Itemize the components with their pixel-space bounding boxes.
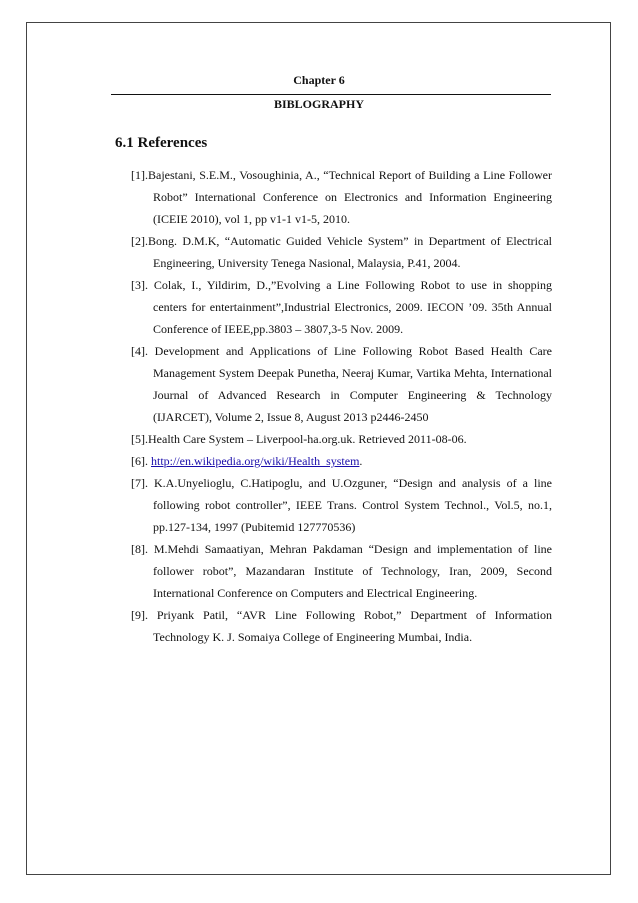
reference-number: [5]. bbox=[131, 432, 148, 446]
reference-number: [2]. bbox=[131, 234, 148, 248]
reference-item bbox=[131, 472, 552, 538]
reference-number: [4]. bbox=[131, 344, 155, 358]
reference-link-suffix: . bbox=[359, 454, 363, 468]
reference-number: [7]. bbox=[131, 476, 155, 490]
reference-number: [3]. bbox=[131, 278, 154, 292]
reference-item bbox=[131, 538, 552, 604]
reference-item bbox=[131, 230, 552, 274]
reference-text: Development and Applications of Line Following Robot Based Health Care Management System Deepak Punetha, Neeraj Kumar, Vartika Mehta, International Journal of Advanced Research in Computer Engineering & Technology (IJARCET), Volume 2, Issue 8, August 2013 p2446-2450 bbox=[153, 344, 552, 424]
reference-text: Bajestani, S.E.M., Vosoughinia, A., “Technical Report of Building a Line Follower Robot” International Conference on Electronics and Information Engineering (ICEIE 2010), vol 1, pp v1-1 v1-5, 2010. bbox=[148, 168, 552, 226]
reference-number: [9]. bbox=[131, 608, 157, 622]
page-title: BIBLOGRAPHY bbox=[273, 97, 364, 111]
reference-item bbox=[131, 164, 552, 230]
reference-item bbox=[131, 274, 552, 340]
reference-number: [8]. bbox=[131, 542, 154, 556]
section-heading: 6.1 References bbox=[115, 135, 208, 151]
reference-text: Health Care System – Liverpool-ha.org.uk. Retrieved 2011-08-06. bbox=[148, 432, 467, 446]
chapter-label: Chapter 6 bbox=[293, 73, 345, 87]
reference-text: Colak, I., Yildirim, D.,”Evolving a Line Following Robot to use in shopping centers for entertainment”,Industrial Electronics, 2009. IECON ’09. 35th Annual Conference of IEEE,pp.3803 – 3807,3-5 Nov. 2009. bbox=[153, 278, 552, 336]
reference-item bbox=[131, 604, 552, 648]
reference-text: Bong. D.M.K, “Automatic Guided Vehicle System” in Department of Electrical Engineering, University Tenega Nasional, Malaysia, P.41, 2004. bbox=[148, 234, 552, 270]
reference-text: M.Mehdi Samaatiyan, Mehran Pakdaman “Design and implementation of line follower robot”, Mazandaran Institute of Technology, Iran, 2009, Second International Conference on Computers and Electrical Engineering. bbox=[153, 542, 552, 600]
reference-item bbox=[131, 450, 552, 472]
reference-text: K.A.Unyelioglu, C.Hatipoglu, and U.Ozguner, “Design and analysis of a line following robot controller”, IEEE Trans. Control System Technol., Vol.5, no.1, pp.127-134, 1997 (Pubitemid 127770536) bbox=[153, 476, 552, 534]
reference-number: [6]. bbox=[131, 454, 151, 468]
reference-list bbox=[131, 164, 552, 648]
reference-item bbox=[131, 340, 552, 428]
reference-text: Priyank Patil, “AVR Line Following Robot,” Department of Information Technology K. J. Somaiya College of Engineering Mumbai, India. bbox=[153, 608, 552, 644]
reference-item bbox=[131, 428, 552, 450]
reference-number: [1]. bbox=[131, 168, 148, 182]
reference-link[interactable]: http://en.wikipedia.org/wiki/Health_system bbox=[151, 454, 360, 468]
header-divider bbox=[111, 94, 551, 95]
